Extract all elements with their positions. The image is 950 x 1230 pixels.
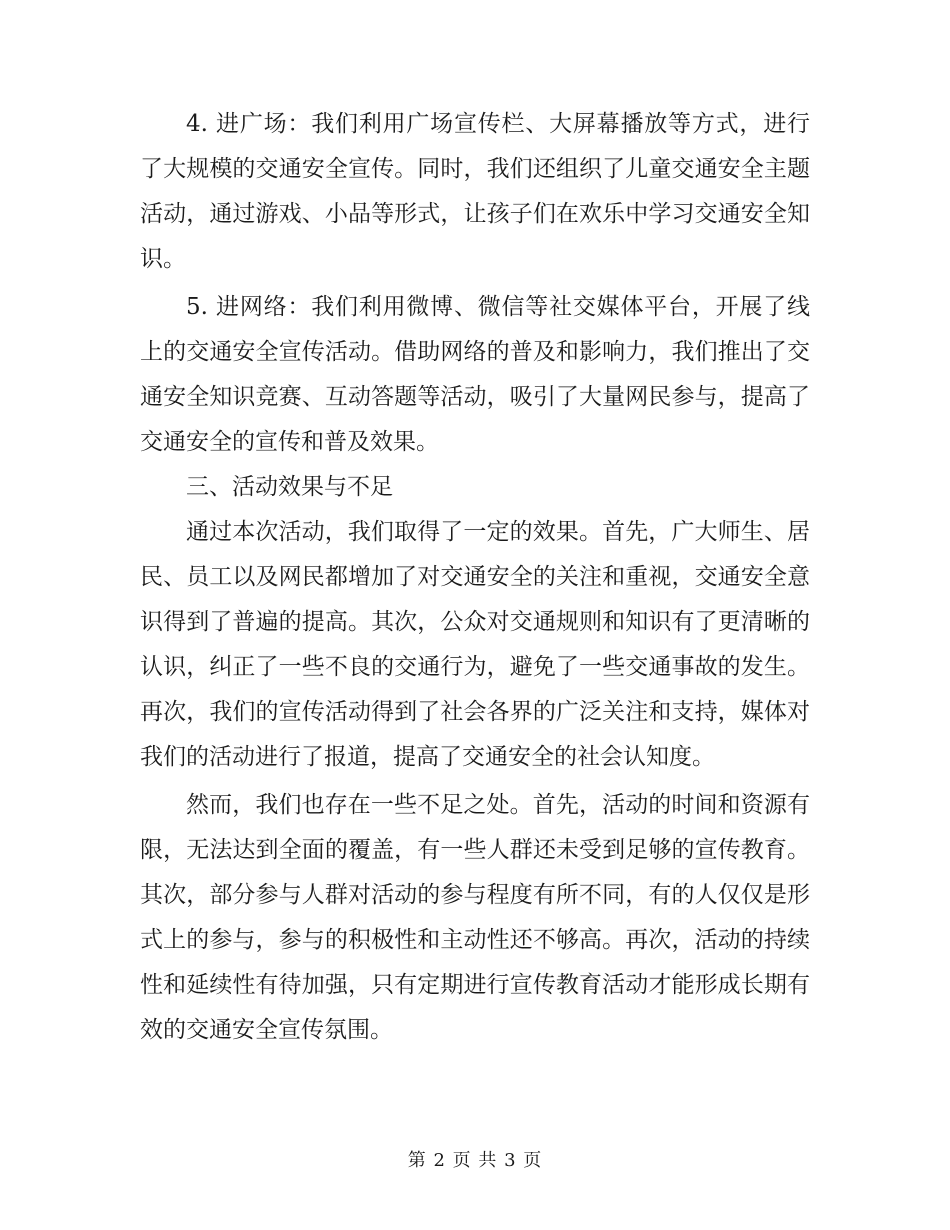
paragraph-item-5-network: 5. 进网络：我们利用微博、微信等社交媒体平台，开展了线上的交通安全宣传活动。借助网络的普及和影响力，我们推出了交通安全知识竞赛、互动答题等活动，吸引了大量网民参与，提高了交通安全的宣传和普及效果。 xyxy=(140,294,810,455)
paragraph-effects: 通过本次活动，我们取得了一定的效果。首先，广大师生、居民、员工以及网民都增加了对交通安全的关注和重视，交通安全意识得到了普遍的提高。其次，公众对交通规则和知识有了更清晰的认识，纠正了一些不良的交通行为，避免了一些交通事故的发生。再次，我们的宣传活动得到了社会各界的广泛关注和支持，媒体对我们的活动进行了报道，提高了交通安全的社会认知度。 xyxy=(140,519,810,770)
section-heading: 三、活动效果与不足 xyxy=(186,474,393,500)
page-number-footer: 第 2 页 共 3 页 xyxy=(407,1150,543,1171)
paragraph-item-4-square: 4. 进广场：我们利用广场宣传栏、大屏幕播放等方式，进行了大规模的交通安全宣传。同时，我们还组织了儿童交通安全主题活动，通过游戏、小品等形式，让孩子们在欢乐中学习交通安全知识。 xyxy=(140,111,810,272)
paragraph-shortcomings: 然而，我们也存在一些不足之处。首先，活动的时间和资源有限，无法达到全面的覆盖，有一些人群还未受到足够的宣传教育。其次，部分参与人群对活动的参与程度有所不同，有的人仅仅是形式上的参与，参与的积极性和主动性还不够高。再次，活动的持续性和延续性有待加强，只有定期进行宣传教育活动才能形成长期有效的交通安全宣传氛围。 xyxy=(140,792,810,1043)
document-body xyxy=(140,102,810,1053)
